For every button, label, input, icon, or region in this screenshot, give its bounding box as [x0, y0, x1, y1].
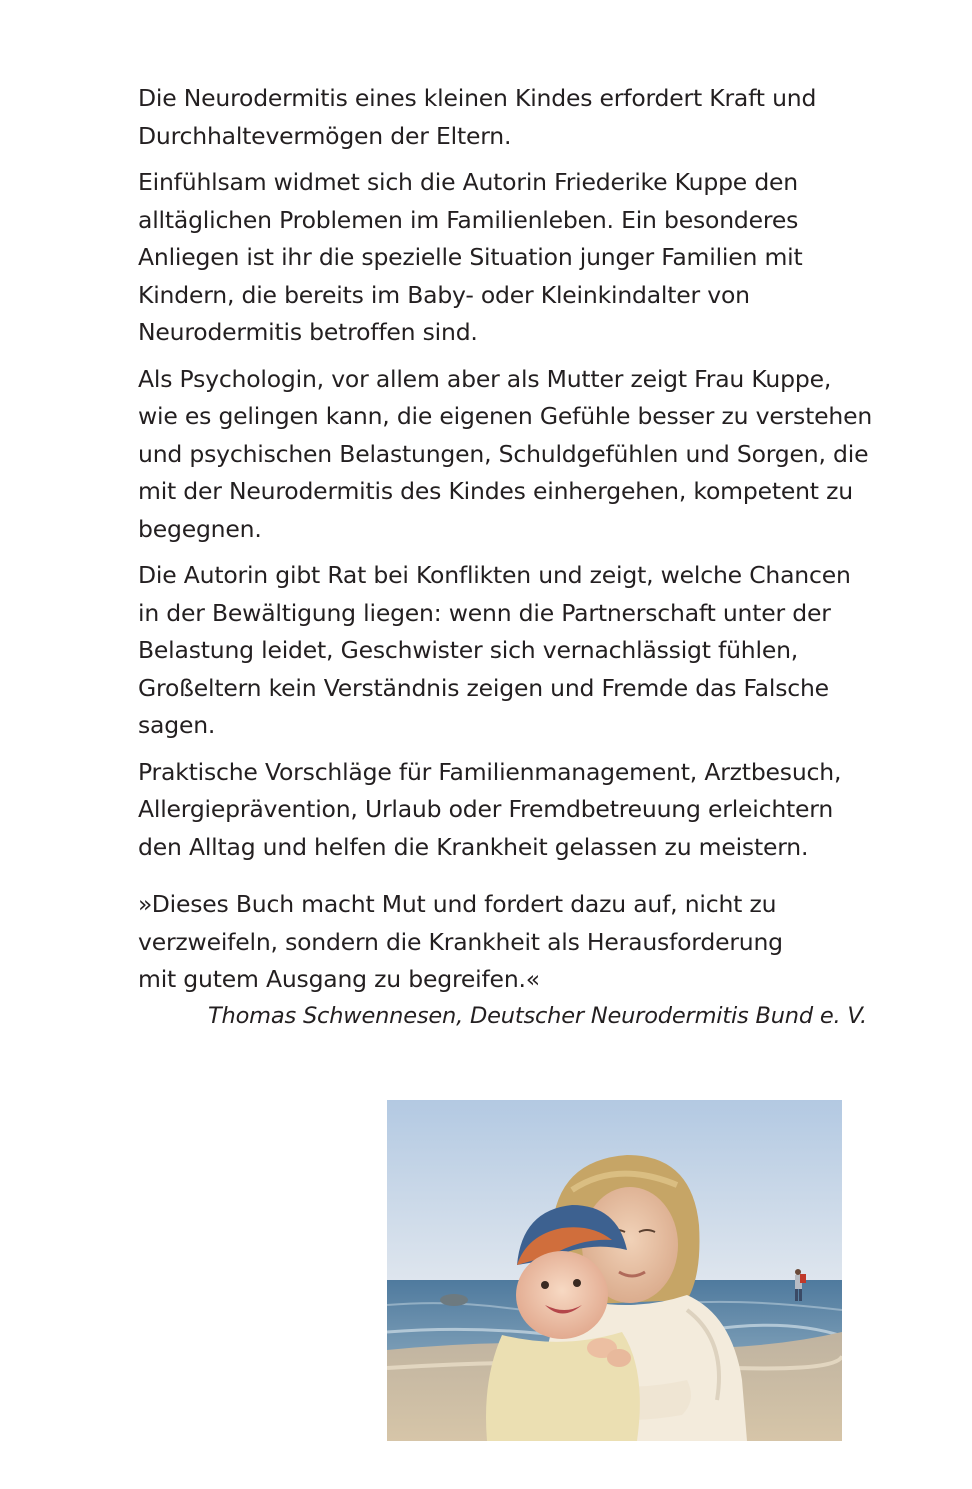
text-line: in der Bewältigung liegen: wenn die Partnerschaft unter der: [138, 598, 831, 627]
text-line: Kindern, die bereits im Baby- oder Kleinkindalter von: [138, 280, 750, 309]
quote-line: mit gutem Ausgang zu begreifen.«: [138, 965, 540, 993]
paragraph-author: [138, 164, 898, 352]
text-line: Allergieprävention, Urlaub oder Fremdbetreuung erleichtern: [138, 795, 834, 823]
rock: [440, 1294, 468, 1306]
quote-attribution: Thomas Schwennesen, Deutscher Neurodermitis Bund e. V.: [208, 1002, 867, 1029]
endorsement-quote: [138, 886, 898, 1033]
text-line: Als Psychologin, vor allem aber als Mutter zeigt Frau Kuppe,: [138, 364, 832, 393]
text-line: Durchhaltevermögen der Eltern.: [138, 121, 512, 150]
text-line: mit der Neurodermitis des Kindes einhergehen, kompetent zu: [138, 477, 853, 505]
text-line: Anliegen ist ihr die spezielle Situation junger Familien mit: [138, 243, 803, 271]
text-line: Neurodermitis betroffen sind.: [138, 318, 478, 346]
text-line: Belastung leidet, Geschwister sich vernachlässigt fühlen,: [138, 636, 799, 664]
back-cover-text: [138, 80, 898, 1042]
quote-line: »Dieses Buch macht Mut und fordert dazu auf, nicht zu: [138, 890, 777, 918]
text-line: sagen.: [138, 711, 216, 739]
mother-baby-beach-photo: [387, 1100, 842, 1441]
paragraph-practical: [138, 754, 898, 867]
paragraph-intro: [138, 80, 898, 155]
paragraph-psychologist: [138, 361, 898, 549]
text-line: Die Neurodermitis eines kleinen Kindes erfordert Kraft und: [138, 84, 817, 112]
text-line: alltäglichen Problemen im Familienleben. Ein besonderes: [138, 205, 799, 234]
text-line: begegnen.: [138, 514, 262, 543]
quote-line: verzweifeln, sondern die Krankheit als Herausforderung: [138, 927, 783, 956]
text-line: Einfühlsam widmet sich die Autorin Friederike Kuppe den: [138, 168, 799, 196]
text-line: Praktische Vorschläge für Familienmanagement, Arztbesuch,: [138, 757, 842, 786]
paragraph-conflicts: [138, 557, 898, 745]
text-line: den Alltag und helfen die Krankheit gelassen zu meistern.: [138, 832, 809, 861]
text-line: Die Autorin gibt Rat bei Konflikten und zeigt, welche Chancen: [138, 561, 851, 589]
text-line: wie es gelingen kann, die eigenen Gefühle besser zu verstehen: [138, 402, 873, 430]
text-line: und psychischen Belastungen, Schuldgefühlen und Sorgen, die: [138, 439, 869, 468]
baby-face: [516, 1251, 608, 1339]
text-line: Großeltern kein Verständnis zeigen und Fremde das Falsche: [138, 673, 829, 702]
